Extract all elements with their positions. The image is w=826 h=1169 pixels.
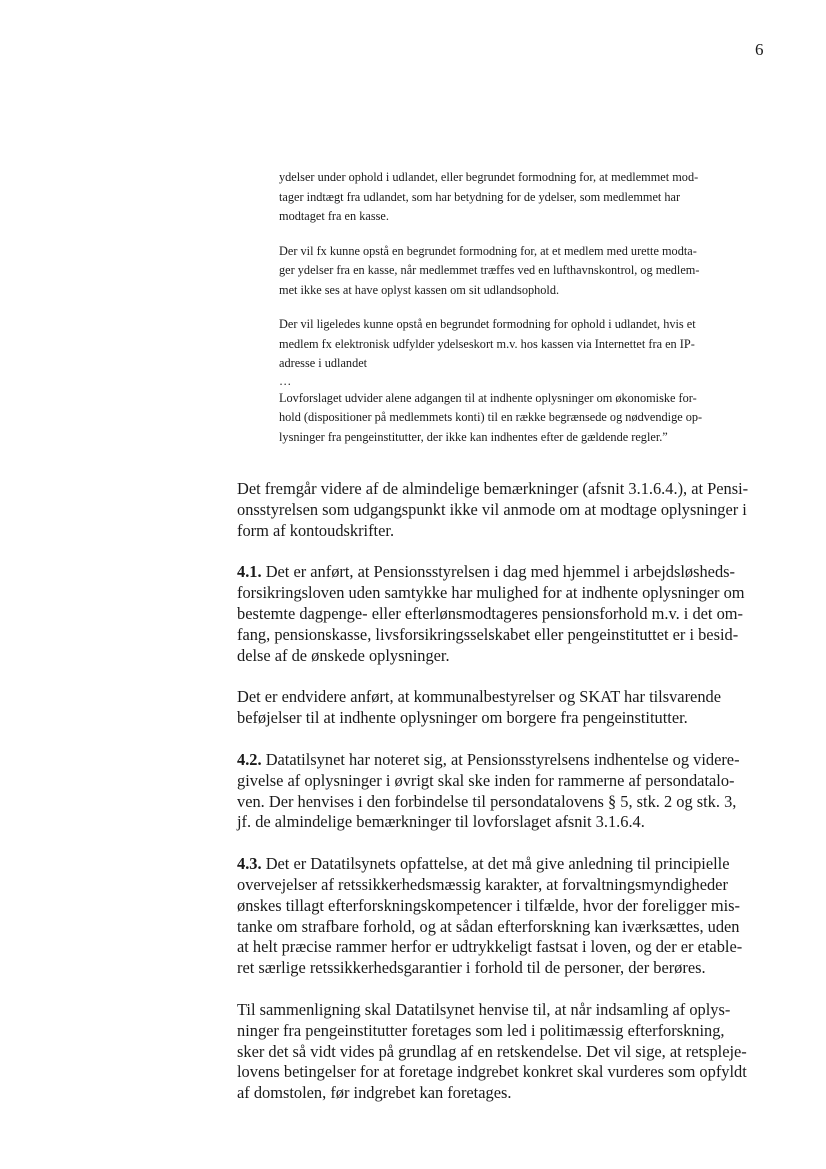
body-paragraph-4-2 bbox=[237, 750, 767, 833]
body-line: Det fremgår videre af de almindelige bemærkninger (afsnit 3.1.6.4.), at Pensi- bbox=[237, 479, 749, 498]
body-line-text: Det er Datatilsynets opfattelse, at det må give anledning til principielle bbox=[261, 854, 730, 874]
body-line: beføjelser til at indhente oplysninger om borgere fra pengeinstitutter. bbox=[237, 708, 688, 728]
quote-line: met ikke ses at have oplyst kassen om sit udlandsophold. bbox=[279, 282, 560, 297]
body-line-text: Det er anført, at Pensionsstyrelsen i dag med hjemmel i arbejdsløsheds- bbox=[261, 562, 735, 582]
quote-line: ydelser under ophold i udlandet, eller begrundet formodning for, at medlemmet mod- bbox=[279, 170, 699, 184]
body-line: bestemte dagpenge- eller efterlønsmodtageres pensionsforhold m.v. i det om- bbox=[237, 603, 743, 623]
quote-line: lysninger fra pengeinstitutter, der ikke kan indhentes efter de gældende regler.” bbox=[279, 429, 668, 444]
body-line: form af kontoudskrifter. bbox=[237, 520, 395, 540]
body-line: Det er endvidere anført, at kommunalbestyrelser og SKAT har tilsvarende bbox=[237, 687, 721, 707]
quote-line: modtaget fra en kasse. bbox=[279, 209, 389, 223]
body-paragraph-3 bbox=[237, 687, 767, 729]
body-line: lovens betingelser for at foretage indgrebet konkret skal vurderes som opfyldt bbox=[237, 1062, 747, 1082]
quote-line: adresse i udlandet bbox=[279, 356, 368, 370]
body-paragraph-1 bbox=[237, 479, 767, 541]
quote-line: medlem fx elektronisk udfylder ydelseskort m.v. hos kassen via Internettet fra en IP- bbox=[279, 336, 695, 351]
quote-ellipsis: … bbox=[279, 373, 292, 388]
body-line bbox=[237, 750, 767, 771]
body-line: jf. de almindelige bemærkninger til lovforslaget afsnit 3.1.6.4. bbox=[237, 812, 645, 832]
body-line bbox=[237, 562, 767, 583]
section-number: 4.1. bbox=[237, 562, 262, 582]
body-line: sker det så vidt vides på grundlag af en retskendelse. Det vil sige, at retspleje- bbox=[237, 1041, 747, 1061]
body-line-text: Datatilsynet har noteret sig, at Pensionsstyrelsens indhentelse og videre- bbox=[261, 749, 740, 769]
body-line: forsikringsloven uden samtykke har mulighed for at indhente oplysninger om bbox=[237, 583, 745, 603]
section-number: 4.3. bbox=[237, 854, 262, 874]
body-line: ninger fra pengeinstitutter foretages som led i politimæssig efterforskning, bbox=[237, 1020, 725, 1040]
page-number: 6 bbox=[755, 40, 764, 59]
body-line: fang, pensionskasse, livsforsikringsselskabet eller pengeinstituttet er i besid- bbox=[237, 624, 739, 644]
body-line: overvejelser af retssikkerhedsmæssig karakter, at forvaltningsmyndigheder bbox=[237, 874, 728, 894]
body-line: delse af de ønskede oplysninger. bbox=[237, 645, 450, 665]
section-number: 4.2. bbox=[237, 749, 262, 769]
quote-line: ger ydelser fra en kasse, når medlemmet træffes ved en lufthavnskontrol, og medlem- bbox=[279, 263, 700, 277]
body-line: ven. Der henvises i den forbindelse til persondatalovens § 5, stk. 2 og stk. 3, bbox=[237, 791, 737, 811]
main-body-text bbox=[237, 479, 767, 1125]
body-line: givelse af oplysninger i øvrigt skal ske inden for rammerne af persondatalo- bbox=[237, 770, 735, 790]
body-line: tanke om strafbare forhold, og at sådan efterforskning kan iværksættes, uden bbox=[237, 916, 740, 936]
quote-line: hold (dispositioner på medlemmets konti) til en række begrænsede og nødvendige op- bbox=[279, 410, 703, 424]
quoted-excerpt bbox=[279, 168, 763, 447]
body-paragraph-4-3 bbox=[237, 854, 767, 979]
body-paragraph-4-1 bbox=[237, 562, 767, 666]
body-line: ret særlige retssikkerhedsgarantier i forhold til de personer, der berøres. bbox=[237, 958, 706, 978]
body-paragraph-6 bbox=[237, 1000, 767, 1104]
quote-line: tager indtægt fra udlandet, som har betydning for de ydelser, som medlemmet har bbox=[279, 189, 681, 204]
quote-paragraph-2 bbox=[279, 242, 763, 301]
body-line bbox=[237, 854, 767, 875]
body-line: at helt præcise rammer herfor er udtrykkeligt fastsat i loven, og der er etable- bbox=[237, 937, 743, 957]
quote-line: Der vil fx kunne opstå en begrundet formodning for, at et medlem med urette modta- bbox=[279, 243, 697, 258]
body-line: Til sammenligning skal Datatilsynet henvise til, at når indsamling af oplys- bbox=[237, 999, 731, 1019]
quote-paragraph-3 bbox=[279, 315, 763, 374]
body-line: af domstolen, før indgrebet kan foretages. bbox=[237, 1083, 512, 1103]
body-line: onsstyrelsen som udgangspunkt ikke vil anmode om at modtage oplysninger i bbox=[237, 499, 747, 519]
quote-line: Lovforslaget udvider alene adgangen til at indhente oplysninger om økonomiske for- bbox=[279, 390, 697, 405]
quote-line: Der vil ligeledes kunne opstå en begrundet formodning for ophold i udlandet, hvis et bbox=[279, 317, 696, 331]
quote-paragraph-4 bbox=[279, 389, 763, 448]
quote-paragraph-1 bbox=[279, 168, 763, 227]
body-line: ønskes tillagt efterforskningskompetencer i tilfælde, hvor der foreligger mis- bbox=[237, 895, 740, 915]
